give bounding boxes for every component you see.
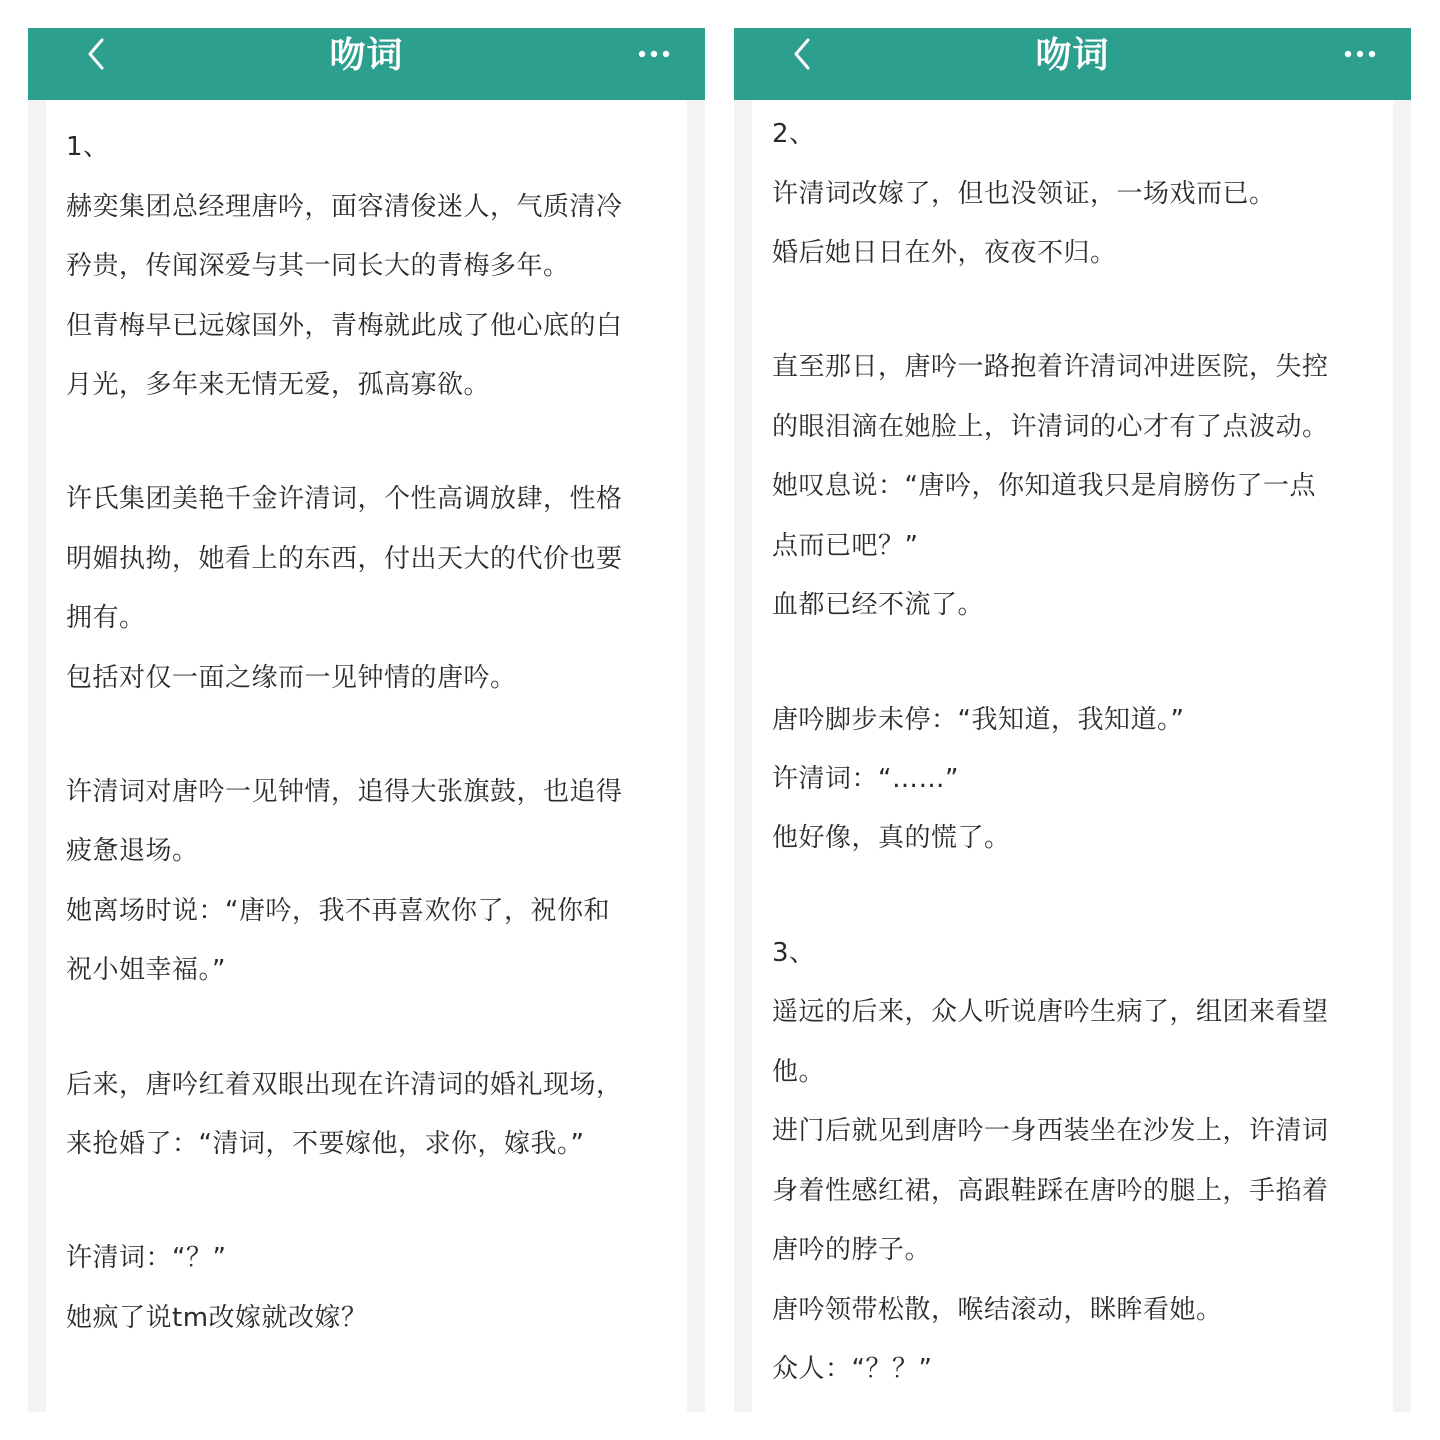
text-line: 他好像，真的慌了。	[772, 823, 1011, 853]
text-line: 许清词对唐吟一见钟情，追得大张旗鼓，也追得	[66, 777, 623, 807]
article-content	[46, 100, 687, 1412]
more-dots-icon	[1343, 44, 1377, 64]
text-line: 后来，唐吟红着双眼出现在许清词的婚礼现场，	[66, 1070, 623, 1100]
text-line: 唐吟脚步未停：“我知道，我知道。”	[772, 705, 1185, 735]
text-line: 疲惫退场。	[66, 836, 199, 866]
text-line: 来抢婚了：“清词，不要嫁他，求你，嫁我。”	[66, 1129, 585, 1159]
story-panel-right	[734, 28, 1411, 1412]
more-button[interactable]	[637, 44, 671, 64]
text-line: 直至那日，唐吟一路抱着许清词冲进医院，失控	[772, 352, 1329, 382]
top-navbar	[734, 28, 1411, 100]
article-content	[752, 100, 1393, 1412]
page-title: 吻词	[329, 35, 404, 76]
text-line: 祝小姐幸福。”	[66, 955, 226, 985]
text-line: 她叹息说：“唐吟，你知道我只是肩膀伤了一点	[772, 471, 1316, 501]
story-panel-left	[28, 28, 705, 1412]
text-line: 明媚执拗，她看上的东西，付出天大的代价也要	[66, 544, 623, 574]
text-line: 她疯了说tm改嫁就改嫁？	[66, 1303, 368, 1333]
text-line: 包括对仅一面之缘而一见钟情的唐吟。	[66, 663, 517, 693]
text-line: 拥有。	[66, 603, 146, 633]
text-line: 的眼泪滴在她脸上，许清词的心才有了点波动。	[772, 412, 1329, 442]
text-line: 许清词改嫁了，但也没领证，一场戏而已。	[772, 179, 1276, 209]
text-line: 众人：“？？”	[772, 1354, 933, 1384]
text-line: 身着性感红裙，高跟鞋踩在唐吟的腿上，手掐着	[772, 1176, 1329, 1206]
text-line: 遥远的后来，众人听说唐吟生病了，组团来看望	[772, 997, 1329, 1027]
text-line: 矜贵，传闻深爱与其一同长大的青梅多年。	[66, 251, 570, 281]
text-line: 但青梅早已远嫁国外，青梅就此成了他心底的白	[66, 311, 623, 341]
top-navbar	[28, 28, 705, 100]
text-line: 他。	[772, 1057, 826, 1087]
text-line: 赫奕集团总经理唐吟，面容清俊迷人，气质清冷	[66, 192, 623, 222]
text-line: 唐吟的脖子。	[772, 1235, 932, 1265]
text-line: 血都已经不流了。	[772, 590, 985, 620]
text-line: 1、	[66, 132, 110, 162]
text-line: 许氏集团美艳千金许清词，个性高调放肆，性格	[66, 484, 623, 514]
text-line: 3、	[772, 938, 816, 968]
text-line: 2、	[772, 119, 816, 149]
more-button[interactable]	[1343, 44, 1377, 64]
text-line: 许清词：“？”	[66, 1243, 227, 1273]
text-line: 她离场时说：“唐吟，我不再喜欢你了，祝你和	[66, 896, 610, 926]
text-line: 唐吟领带松散，喉结滚动，眯眸看她。	[772, 1295, 1223, 1325]
text-line: 月光，多年来无情无爱，孤高寡欲。	[66, 370, 491, 400]
text-line: 进门后就见到唐吟一身西装坐在沙发上，许清词	[772, 1116, 1329, 1146]
page-title: 吻词	[1035, 35, 1110, 76]
text-line: 点而已吧？”	[772, 531, 919, 561]
text-line: 婚后她日日在外，夜夜不归。	[772, 238, 1117, 268]
text-line: 许清词：“……”	[772, 764, 959, 794]
more-dots-icon	[637, 44, 671, 64]
